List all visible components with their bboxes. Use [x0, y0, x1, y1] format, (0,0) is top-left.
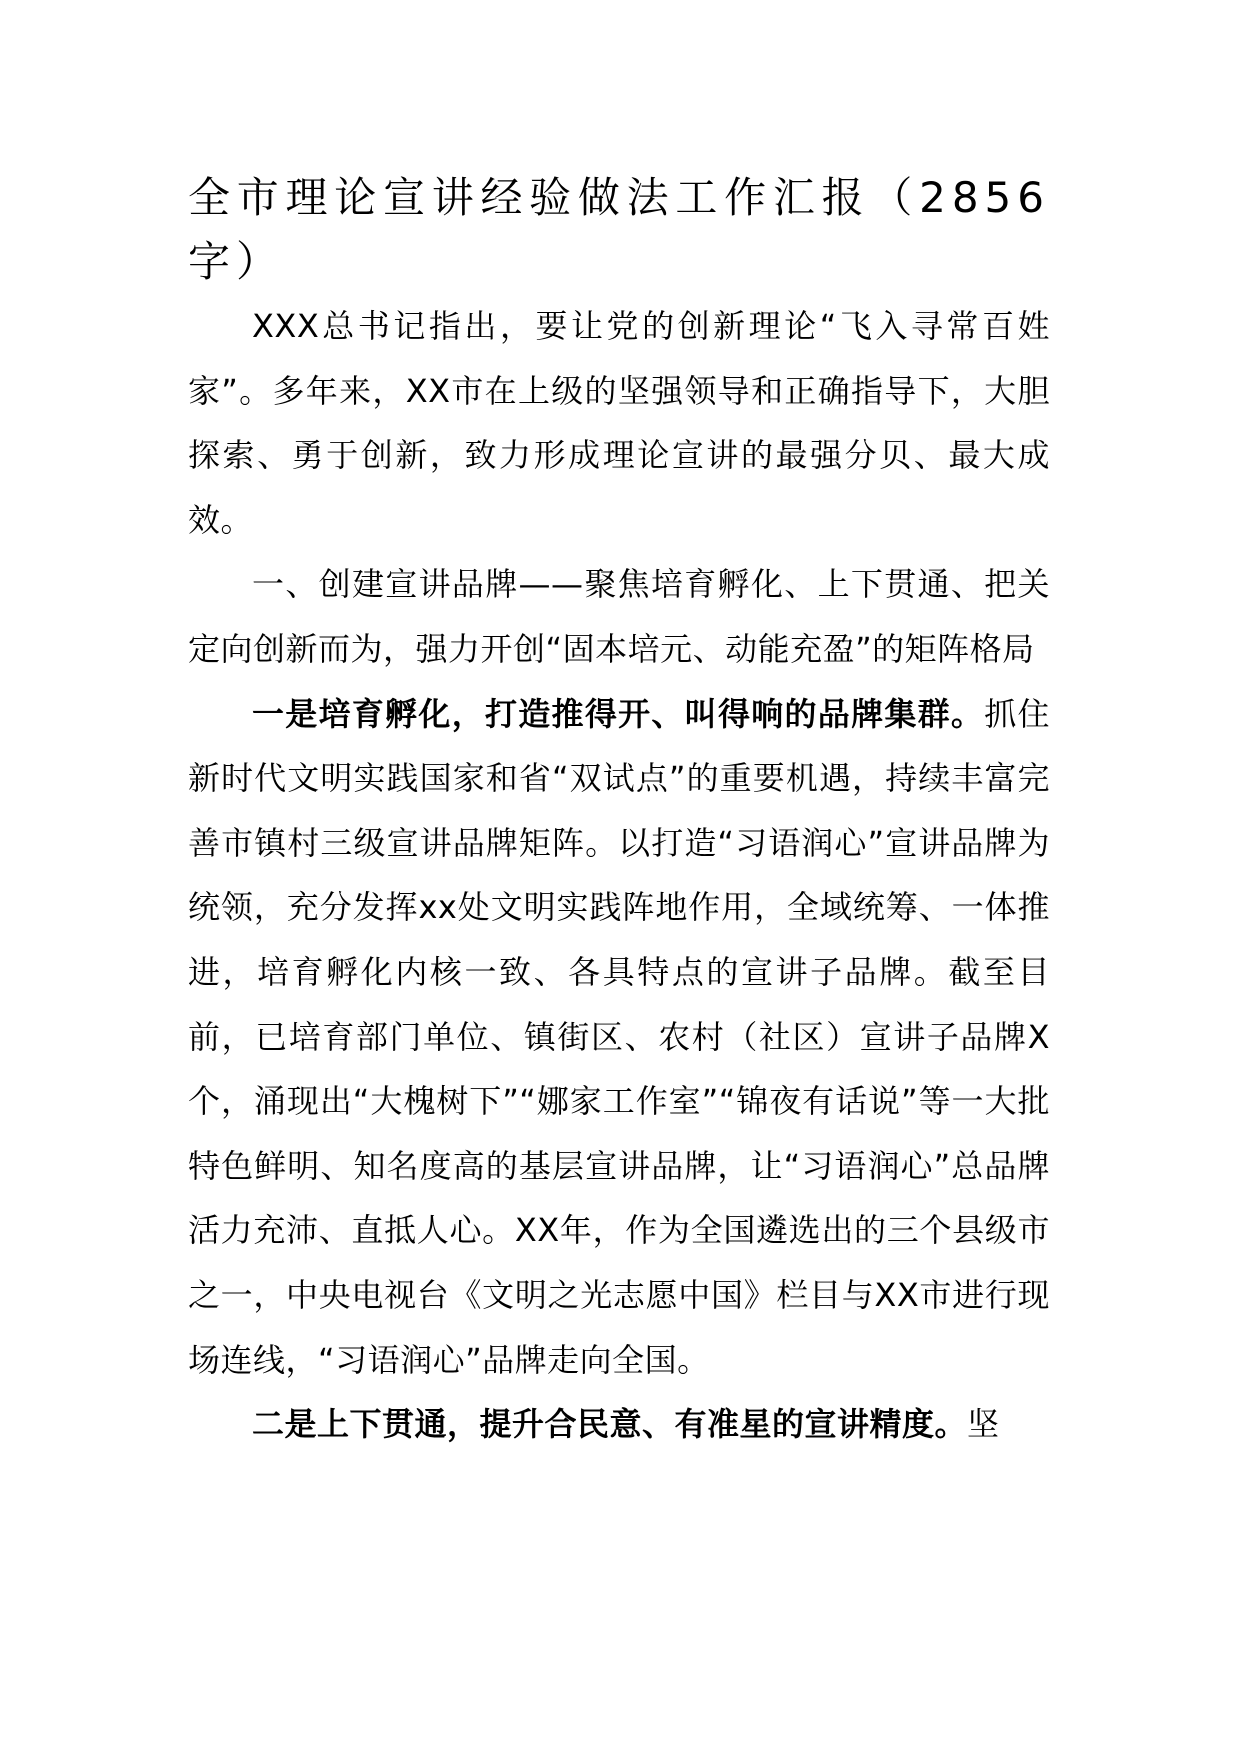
document-title: 全市理论宣讲经验做法工作汇报（2856字）	[188, 173, 1050, 286]
document-content	[188, 166, 1050, 1457]
section-heading-1: 一、创建宣讲品牌——聚焦培育孵化、上下贯通、把关定向创新而为，强力开创“固本培元、动能充盈”的矩阵格局	[188, 565, 1050, 668]
point-paragraph-2	[188, 1392, 1050, 1457]
point-body-2: 坚	[967, 1405, 1000, 1444]
intro-paragraph: XXX总书记指出，要让党的创新理论“飞入寻常百姓家”。多年来，XX市在上级的坚强领导和正确指导下，大胆探索、勇于创新，致力形成理论宣讲的最强分贝、最大成效。	[188, 307, 1050, 539]
point-lead-2: 二是上下贯通，提升合民意、有准星的宣讲精度。	[252, 1405, 968, 1444]
point-paragraph-1	[188, 682, 1050, 1393]
point-lead-1: 一是培育孵化，打造推得开、叫得响的品牌集群。	[252, 694, 985, 733]
point-body-1: 抓住新时代文明实践国家和省“双试点”的重要机遇，持续丰富完善市镇村三级宣讲品牌矩阵。以打造“习语润心”宣讲品牌为统领，充分发挥xx处文明实践阵地作用，全域统筹、一体推进，培育孵化内核一致、各具特点的宣讲子品牌。截至目前，已培育部门单位、镇街区、农村（社区）宣讲子品牌X个，涌现出“大槐树下”“娜家工作室”“锦夜有话说”等一大批特色鲜明、知名度高的基层宣讲品牌，让“习语润心”总品牌活力充沛、直抵人心。XX年，作为全国遴选出的三个县级市之一，中央电视台《文明之光志愿中国》栏目与XX市进行现场连线，“习语润心”品牌走向全国。	[188, 694, 1050, 1379]
